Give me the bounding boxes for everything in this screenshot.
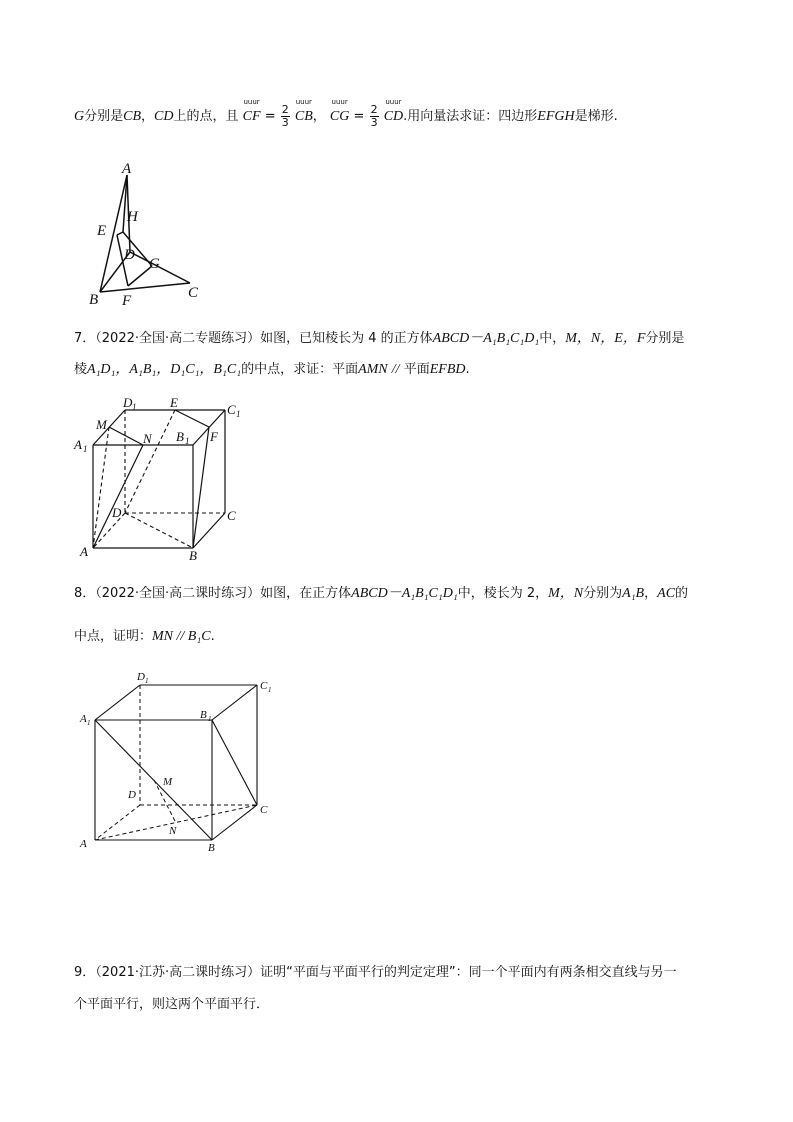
- text-segment: 的: [675, 586, 689, 601]
- problem-number: 7．: [74, 331, 96, 346]
- segment-ef: [175, 410, 209, 427]
- denominator: 3: [281, 116, 289, 129]
- label-h: H: [127, 209, 138, 225]
- vector-cf: [242, 98, 261, 127]
- text-segment: .: [465, 362, 470, 377]
- label-a1-sub: 1: [83, 444, 88, 454]
- vector-cb: [294, 98, 313, 127]
- points-mnef: M，N，E，F: [565, 331, 646, 346]
- text-segment: 中点，证明：: [74, 629, 153, 644]
- text-segment: 中，: [539, 331, 566, 346]
- text-segment: 分别为: [583, 586, 623, 601]
- label-c: C: [227, 508, 236, 523]
- segment-fb: [193, 427, 209, 548]
- text-segment: 棱: [74, 362, 88, 377]
- label-e: E: [170, 395, 178, 410]
- denominator: 3: [370, 116, 378, 129]
- edge-d1a1: [95, 685, 140, 720]
- segment-cb: CB: [123, 109, 142, 124]
- vector-arrow: uuur: [243, 98, 260, 106]
- label-e: E: [97, 223, 107, 239]
- problem-7-line-2: [74, 360, 470, 380]
- label-b: B: [89, 292, 99, 308]
- problem-source: （2022·全国·高二专题练习）如图，已知棱长为 4 的正方体: [95, 331, 433, 346]
- vector-label: CF: [242, 109, 261, 124]
- label-c: C: [260, 804, 268, 816]
- cube-name: ABCD－A₁B₁C₁D₁: [351, 586, 458, 601]
- label-d: D: [112, 505, 122, 520]
- problem-7-line-1: [74, 329, 684, 349]
- label-d1-sub: 1: [132, 402, 137, 412]
- segment-ac: AC: [657, 586, 676, 601]
- edge-bc: [100, 283, 190, 292]
- text-segment: 上的点，且: [173, 109, 239, 124]
- label-b: B: [208, 842, 215, 854]
- fraction-two-thirds: [281, 104, 290, 129]
- problem-number: 8．: [74, 586, 96, 601]
- label-c1-sub: 1: [236, 409, 241, 419]
- points-mn: M，N: [548, 586, 584, 601]
- parallel-expression: MN // B₁C: [152, 629, 211, 644]
- vector-arrow: uuur: [331, 98, 348, 106]
- label-m: M: [163, 776, 173, 788]
- label-n: N: [143, 431, 152, 446]
- parallel-symbol: //: [391, 362, 400, 377]
- vector-label: CD: [383, 109, 404, 124]
- figure-tetrahedron: [80, 155, 220, 310]
- problem-8-line-1: [74, 584, 688, 604]
- segment-an: [93, 445, 143, 548]
- text-segment: ，: [312, 109, 326, 124]
- text-segment: 的中点，求证：平面: [241, 362, 359, 377]
- vector-cd: [383, 98, 404, 127]
- label-f: F: [122, 293, 132, 309]
- label-b1-sub: 1: [208, 715, 212, 723]
- segment-a1b: [95, 720, 212, 840]
- fraction-two-thirds: [370, 104, 379, 129]
- label-m: M: [96, 417, 107, 432]
- label-c1-sub: 1: [268, 686, 272, 694]
- label-d1: D: [137, 671, 145, 683]
- edge-he: [117, 232, 123, 235]
- vector-label: CG: [329, 109, 350, 124]
- figure-cube-planes: [70, 390, 255, 565]
- problem-6-line: [74, 98, 618, 129]
- edge-dc: [130, 252, 190, 283]
- point-g: G: [74, 109, 85, 124]
- vector-label: CB: [294, 109, 313, 124]
- plane-efbd: EFBD: [429, 362, 466, 377]
- label-n: N: [169, 825, 177, 837]
- vector-arrow: uuur: [385, 98, 402, 106]
- text-segment: 中，棱长为 2，: [457, 586, 549, 601]
- label-a1: A: [80, 713, 87, 725]
- text-segment: .用向量法求证：四边形: [403, 109, 538, 124]
- label-a: A: [80, 544, 88, 559]
- edge-c1b1: [212, 685, 257, 720]
- problem-9-line-2: 个平面平行，则这两个平面平行．: [74, 997, 270, 1012]
- text-segment: 分别是: [645, 331, 685, 346]
- label-d: D: [128, 789, 136, 801]
- label-f: F: [210, 429, 218, 444]
- label-b1: B: [176, 429, 184, 444]
- problem-source: （2022·全国·高二课时练习）如图，在正方体: [95, 586, 352, 601]
- segment-cd: CD: [154, 109, 174, 124]
- figure-cube-mn: [75, 665, 280, 855]
- label-a: A: [122, 161, 132, 177]
- text-segment: .: [210, 629, 215, 644]
- quad-efgh: EFGH: [537, 109, 575, 124]
- label-b1-sub: 1: [185, 436, 190, 446]
- equals-sign: =: [353, 109, 365, 124]
- numerator: 2: [281, 103, 289, 116]
- edges-list: A₁D₁，A₁B₁，D₁C₁，B₁C₁: [87, 362, 242, 377]
- vector-arrow: uuur: [295, 98, 312, 106]
- segment-db: [125, 513, 193, 548]
- label-d1: D: [123, 395, 133, 410]
- text-segment: 分别是: [84, 109, 124, 124]
- segment-a1b: A₁B: [622, 586, 645, 601]
- segment-b1c: [212, 720, 257, 805]
- text-segment: ，: [644, 586, 658, 601]
- label-d: D: [124, 247, 135, 263]
- label-b: B: [189, 548, 197, 563]
- label-g: G: [149, 256, 160, 272]
- segment-mn: [109, 427, 143, 445]
- segment-ed: [125, 410, 175, 513]
- text-segment: ，: [141, 109, 155, 124]
- cube-name: ABCD－A₁B₁C₁D₁: [432, 331, 540, 346]
- label-c1: C: [227, 402, 236, 417]
- numerator: 2: [370, 103, 378, 116]
- label-a1: A: [74, 437, 82, 452]
- text-segment: 平面: [403, 362, 430, 377]
- label-c1: C: [260, 680, 268, 692]
- text-segment: 是梯形.: [574, 109, 618, 124]
- label-a1-sub: 1: [87, 719, 91, 727]
- plane-amn: AMN: [358, 362, 388, 377]
- problem-8-line-2: [74, 627, 215, 647]
- label-d1-sub: 1: [145, 677, 149, 685]
- vector-cg: [329, 98, 350, 127]
- label-c: C: [188, 285, 199, 301]
- problem-9-line-1: 9．（2021·江苏·高二课时练习）证明“平面与平面平行的判定定理”：同一个平面内有两条相交直线与另一: [74, 965, 677, 980]
- label-a: A: [80, 838, 87, 850]
- label-b1: B: [200, 709, 207, 721]
- edge-bc: [193, 513, 225, 548]
- equals-sign: =: [264, 109, 276, 124]
